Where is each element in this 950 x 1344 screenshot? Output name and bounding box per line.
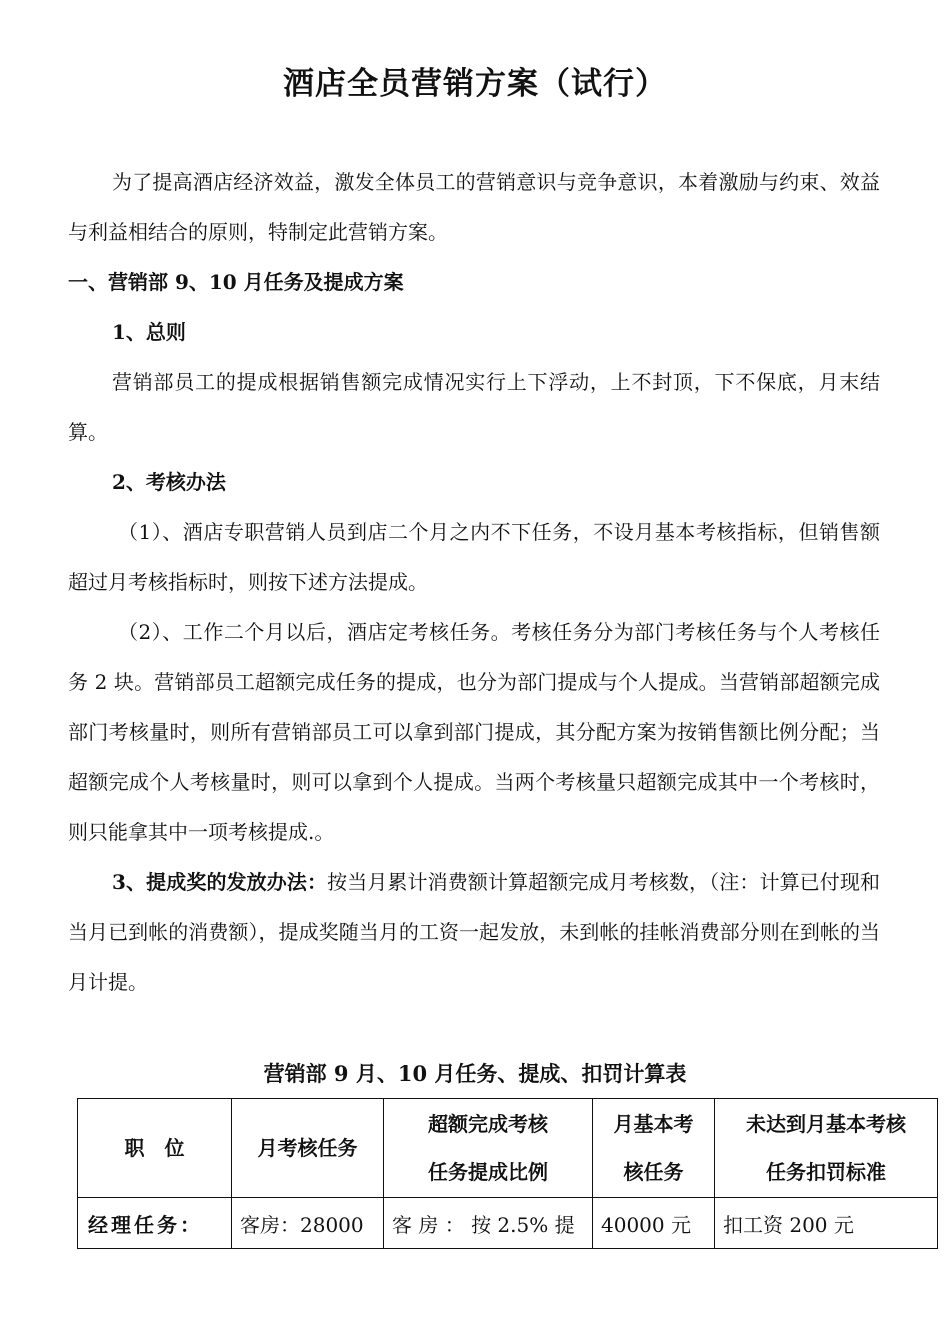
- header-over-ratio: [384, 1099, 593, 1198]
- cell-base-task: 40000 元: [593, 1198, 715, 1249]
- subsection-2-item-1: （1）、酒店专职营销人员到店二个月之内不下任务，不设月基本考核指标，但销售额超过月考核指标时，则按下述方法提成。: [68, 520, 880, 594]
- header-penalty-line1: 未达到月基本考核: [746, 1112, 906, 1136]
- subsection-3-paragraph: [68, 857, 880, 1007]
- table-header-row: [78, 1099, 938, 1198]
- subsection-2-heading: 2、考核办法: [112, 470, 226, 494]
- document-title: 酒店全员营销方案（试行）: [283, 66, 667, 102]
- header-over-ratio-line2: 任务提成比例: [428, 1160, 548, 1184]
- header-penalty: [715, 1099, 938, 1198]
- table-title: 营销部 9 月、10 月任务、提成、扣罚计算表: [263, 1061, 687, 1086]
- intro-paragraph: 为了提高酒店经济效益，激发全体员工的营销意识与竞争意识，本着激励与约束、效益与利益相结合的原则，特制定此营销方案。: [68, 170, 880, 244]
- subsection-1-text: 营销部员工的提成根据销售额完成情况实行上下浮动，上不封顶，下不保底，月末结算。: [68, 370, 880, 444]
- header-penalty-line2: 任务扣罚标准: [766, 1160, 886, 1184]
- subsection-1-heading: 1、总则: [112, 320, 186, 344]
- cell-position: 经理任务：: [78, 1198, 232, 1249]
- header-over-ratio-line1: 超额完成考核: [428, 1112, 548, 1136]
- header-monthly-task: 月考核任务: [232, 1099, 384, 1198]
- header-base-task: [593, 1099, 715, 1198]
- section-1-heading: 一、营销部 9、10 月任务及提成方案: [68, 270, 404, 294]
- header-base-task-line2: 核任务: [623, 1160, 684, 1184]
- header-position: 职 位: [78, 1099, 232, 1198]
- cell-monthly-task: 客房：28000: [232, 1198, 384, 1249]
- document-body: [68, 157, 880, 1007]
- calculation-table: [77, 1098, 938, 1249]
- subsection-3-text: 按当月累计消费额计算超额完成月考核数，（注：计算已付现和当月已到帐的消费额），提成奖随当月的工资一起发放，未到帐的挂帐消费部分则在到帐的当月计提。: [68, 870, 881, 994]
- subsection-3-heading: 3、提成奖的发放办法：: [112, 870, 328, 894]
- cell-penalty: 扣工资 200 元: [715, 1198, 938, 1249]
- header-base-task-line1: 月基本考: [613, 1112, 694, 1136]
- table-row: [78, 1198, 938, 1249]
- subsection-2-item-2: （2）、工作二个月以后，酒店定考核任务。考核任务分为部门考核任务与个人考核任务 2 块。营销部员工超额完成任务的提成，也分为部门提成与个人提成。当营销部超额完成部门考核量时，则所有营销部员工可以拿到部门提成，其分配方案为按销售额比例分配；当超额完成个人考核量时，则可以拿到个人提成。当两个考核量只超额完成其中一个考核时，则只能拿其中一项考核提成.。: [68, 620, 880, 844]
- cell-over-ratio: 客 房 ： 按 2.5% 提: [384, 1198, 593, 1249]
